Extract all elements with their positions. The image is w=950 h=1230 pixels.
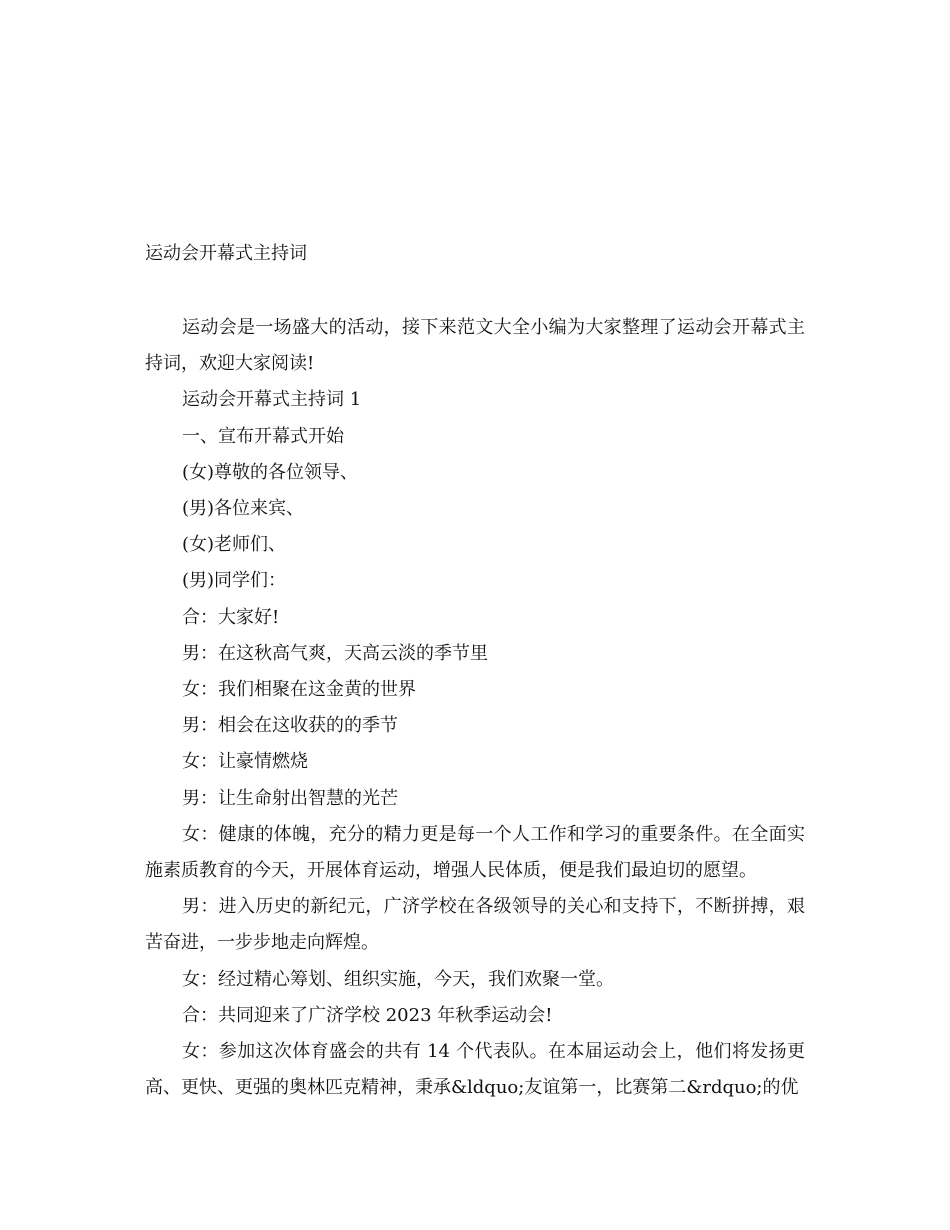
paragraph: 男：进入历史的新纪元，广济学校在各级领导的关心和支持下，不断拼搏，艰苦奋进，一步步地走向辉煌。 [145, 896, 805, 954]
paragraph: 女：健康的体魄，充分的精力更是每一个人工作和学习的重要条件。在全面实施素质教育的今天，开展体育运动，增强人民体质，便是我们最迫切的愿望。 [145, 823, 805, 882]
paragraph: 女：让豪情燃烧 [182, 751, 308, 773]
paragraph: 男：在这秋高气爽，天高云淡的季节里 [182, 642, 488, 664]
paragraph: 合：大家好! [182, 606, 280, 628]
paragraph-item-heading: 一、宣布开幕式开始 [182, 425, 344, 447]
document-title: 运动会开幕式主持词 [145, 243, 307, 264]
paragraph: 女：经过精心筹划、组织实施，今天，我们欢聚一堂。 [182, 968, 614, 990]
paragraph-section-heading: 运动会开幕式主持词 1 [182, 389, 362, 411]
paragraph: (男)同学们： [182, 570, 287, 592]
paragraph: (女)尊敬的各位领导、 [182, 461, 359, 483]
paragraph: 女：我们相聚在这金黄的世界 [182, 679, 416, 701]
paragraph: (女)老师们、 [182, 534, 287, 556]
paragraph: 合：共同迎来了广济学校 2023 年秋季运动会! [182, 1004, 553, 1026]
paragraph: (男)各位来宾、 [182, 498, 305, 520]
paragraph: 男：让生命射出智慧的光芒 [182, 787, 398, 809]
paragraph: 男：相会在这收获的的季节 [182, 715, 398, 737]
document-body [145, 310, 805, 1106]
paragraph-intro: 运动会是一场盛大的活动，接下来范文大全小编为大家整理了运动会开幕式主持词，欢迎大家阅读! [145, 317, 805, 375]
paragraph: 女：参加这次体育盛会的共有 14 个代表队。在本届运动会上，他们将发扬更高、更快、更强的奥林匹克精神，秉承&ldquo;友谊第一，比赛第二&rdquo;的优 [145, 1041, 805, 1099]
